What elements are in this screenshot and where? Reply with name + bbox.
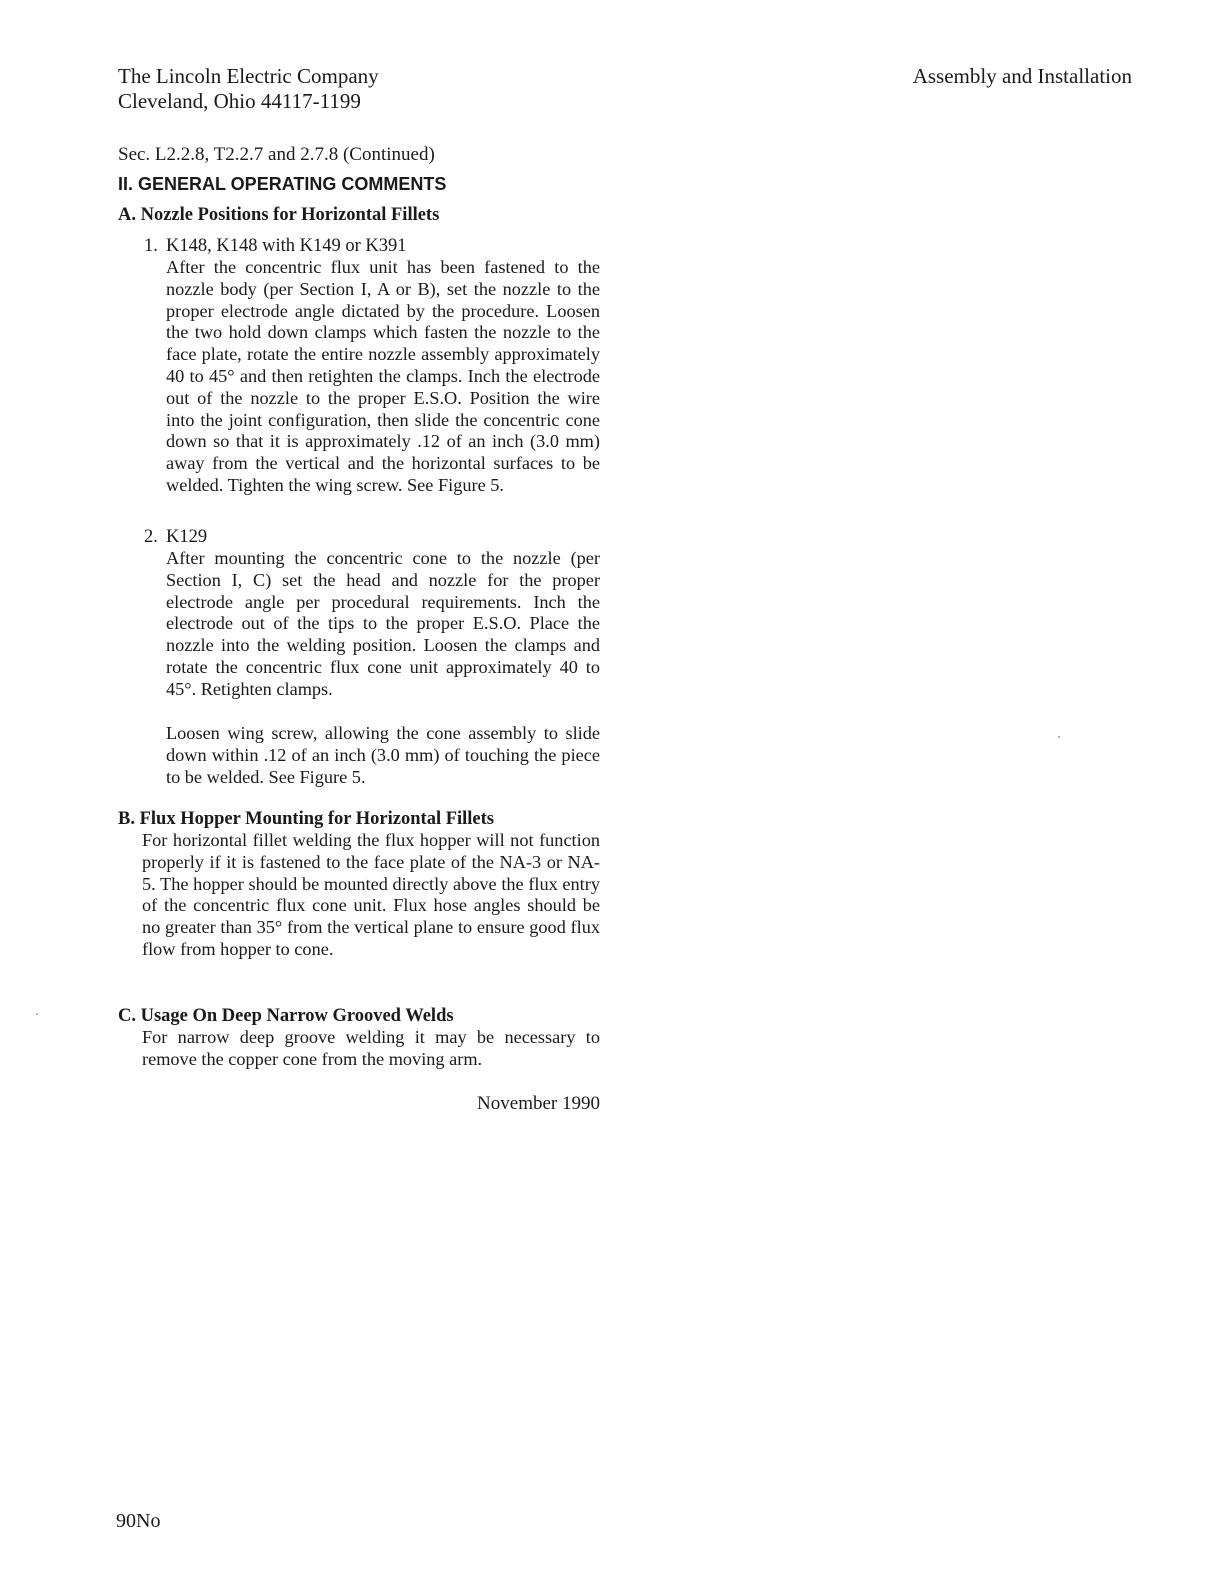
section-b-paragraph: For horizontal fillet welding the flux hopper will not function properly if it is fastened to the face plate of the NA-3 or NA-5. The hopper should be mounted directly above the flux entry of the concentric flux cone unit. Flux hose angles should be no greater than 35° from the vertical plane to ensure good flux flow from hopper to cone. bbox=[142, 830, 600, 959]
section-a-title: A. Nozzle Positions for Horizontal Fillets bbox=[118, 205, 440, 225]
item-2-number: 2. bbox=[144, 527, 158, 547]
company-city: Cleveland, Ohio 44117-1199 bbox=[118, 89, 361, 113]
section-header-title: Assembly and Installation bbox=[912, 64, 1132, 88]
document-date: November 1990 bbox=[477, 1093, 600, 1114]
scan-speck bbox=[36, 1013, 38, 1015]
section-c-paragraph: For narrow deep groove welding it may be necessary to remove the copper cone from the moving arm. bbox=[142, 1027, 600, 1069]
section-reference: Sec. L2.2.8, T2.2.7 and 2.7.8 (Continued) bbox=[118, 144, 435, 165]
company-name: The Lincoln Electric Company bbox=[118, 64, 379, 88]
item-2-paragraph-1: After mounting the concentric cone to the nozzle (per Section I, C) set the head and nozzle for the proper electrode angle per procedural requirements. Inch the electrode out of the tips to the proper E.S.O. Place the nozzle into the welding position. Loosen the clamps and rotate the concentric flux cone unit approximately 40 to 45°. Retighten clamps. bbox=[166, 548, 600, 699]
item-2-title: K129 bbox=[166, 527, 208, 547]
section-b-title: B. Flux Hopper Mounting for Horizontal Fillets bbox=[118, 809, 494, 829]
item-1-title: K148, K148 with K149 or K391 bbox=[166, 236, 407, 256]
company-address bbox=[118, 64, 379, 114]
footer-code: 90No bbox=[116, 1510, 161, 1532]
scan-speck bbox=[1058, 736, 1060, 738]
section-c-title: C. Usage On Deep Narrow Grooved Welds bbox=[118, 1006, 454, 1026]
item-2-paragraph-2: Loosen wing screw, allowing the cone assembly to slide down within .12 of an inch (3.0 mm) of touching the piece to be welded. See Figure 5. bbox=[166, 723, 600, 787]
item-1-number: 1. bbox=[144, 236, 158, 256]
main-heading: II. GENERAL OPERATING COMMENTS bbox=[118, 174, 447, 194]
item-1-paragraph: After the concentric flux unit has been fastened to the nozzle body (per Section I, A or B), set the nozzle to the proper electrode angle dictated by the procedure. Loosen the two hold down clamps which fasten the nozzle to the face plate, rotate the entire nozzle assembly approximately 40 to 45° and then retighten the clamps. Inch the electrode out of the nozzle to the proper E.S.O. Position the wire into the joint configuration, then slide the concentric cone down so that it is approximately .12 of an inch (3.0 mm) away from the vertical and the horizontal surfaces to be welded. Tighten the wing screw. See Figure 5. bbox=[166, 257, 600, 495]
